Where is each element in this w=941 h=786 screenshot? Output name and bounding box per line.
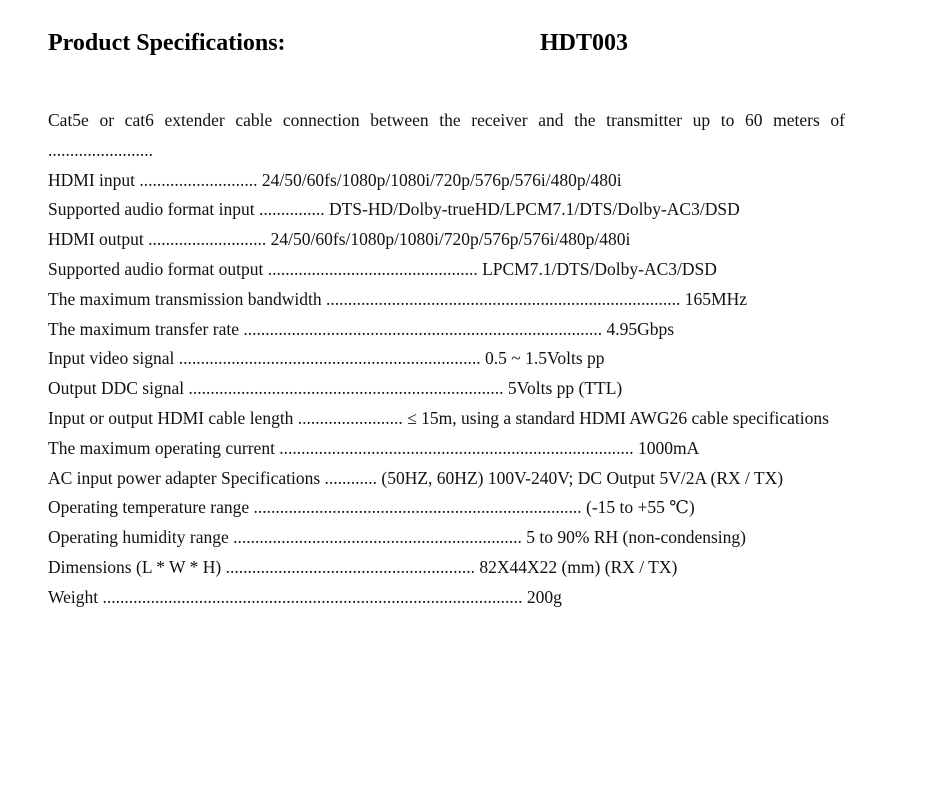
spec-output-ddc-signal: Output DDC signal ........................................................................ 5Volts pp (TTL) bbox=[48, 378, 623, 399]
spec-audio-output: Supported audio format output ................................................ LPCM7.1/DTS/Dolby-AC3/DSD bbox=[48, 258, 717, 279]
spec-hdmi-output: HDMI output ........................... 24/50/60fs/1080p/1080i/720p/576p/576i/480p/480i bbox=[48, 229, 631, 250]
spec-input-video-signal: Input video signal ..................................................................... 0.5 ~ 1.5Volts pp bbox=[48, 348, 605, 369]
spec-operating-humidity: Operating humidity range .................................................................. 5 to 90% RH (non-condensing) bbox=[48, 527, 746, 548]
spec-hdmi-cable-length: Input or output HDMI cable length ........................ ≤ 15m, using a standard HDMI AWG26 cable specifications bbox=[48, 407, 829, 428]
spec-dimensions: Dimensions (L * W * H) ......................................................... 82X44X22 (mm) (RX / TX) bbox=[48, 556, 678, 577]
spec-operating-temperature: Operating temperature range ........................................................................... (-15 to +55 ℃) bbox=[48, 497, 695, 518]
spec-bandwidth: The maximum transmission bandwidth ................................................................................. 165MHz bbox=[48, 288, 747, 309]
spec-operating-current: The maximum operating current ................................................................................. 1000mA bbox=[48, 437, 700, 458]
spec-hdmi-input: HDMI input ........................... 24/50/60fs/1080p/1080i/720p/576p/576i/480p/480i bbox=[48, 169, 622, 190]
spec-audio-input: Supported audio format input ............... DTS-HD/Dolby-trueHD/LPCM7.1/DTS/Dolby-AC3/DSD bbox=[48, 199, 740, 220]
page-title: Product Specifications: bbox=[48, 30, 286, 56]
spec-header bbox=[48, 30, 845, 62]
spec-list bbox=[48, 106, 845, 613]
spec-transfer-rate: The maximum transfer rate .................................................................................. 4.95Gbps bbox=[48, 318, 675, 339]
spec-power-adapter: AC input power adapter Specifications ............ (50HZ, 60HZ) 100V-240V; DC Output 5V/2A (RX / TX) bbox=[48, 467, 784, 488]
spec-weight: Weight ................................................................................................ 200g bbox=[48, 586, 562, 607]
spec-cable-connection: Cat5e or cat6 extender cable connection between the receiver and the transmitter up to 60 meters of ........................ bbox=[48, 110, 845, 160]
model-number: HDT003 bbox=[540, 30, 629, 56]
